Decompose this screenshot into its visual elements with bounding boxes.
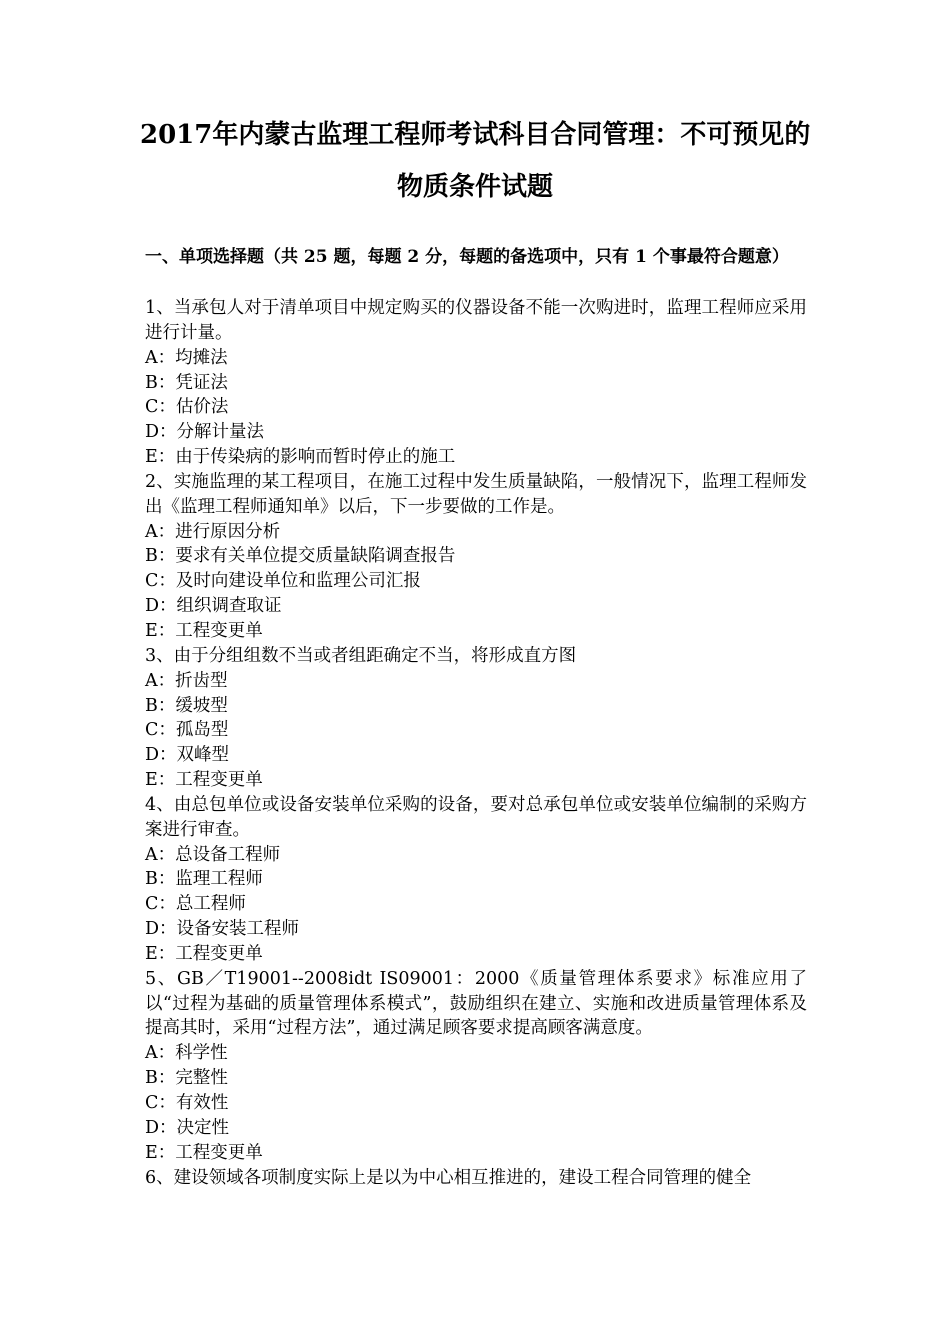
option-a: A：总设备工程师 [145, 844, 281, 865]
option-d: D：分解计量法 [145, 422, 265, 443]
option-a: A：均摊法 [145, 347, 228, 368]
option-b: B：凭证法 [145, 372, 228, 393]
option-b: B：完整性 [145, 1068, 228, 1089]
option-c: C：孤岛型 [145, 720, 229, 741]
option-b: B：监理工程师 [145, 869, 263, 890]
question-5 [145, 967, 807, 1166]
option-c: C：及时向建设单位和监理公司汇报 [145, 571, 421, 592]
option-e: E：工程变更单 [145, 943, 263, 964]
question-4 [145, 793, 807, 967]
option-d: D：设备安装工程师 [145, 919, 300, 940]
option-e: E：工程变更单 [145, 620, 263, 641]
option-d: D：决定性 [145, 1117, 230, 1138]
question-stem: 3、由于分组组数不当或者组距确定不当，将形成直方图 [145, 645, 577, 666]
question-list [145, 296, 807, 1190]
option-e: E：工程变更单 [145, 770, 263, 791]
document-title-line-2: 物质条件试题 [396, 172, 553, 202]
option-e: E：工程变更单 [145, 1142, 263, 1163]
question-stem: 2、实施监理的某工程项目，在施工过程中发生质量缺陷，一般情况下，监理工程师发出《监理工程师通知单》以后，下一步要做的工作是。 [145, 471, 807, 517]
option-c: C：总工程师 [145, 894, 246, 915]
question-2 [145, 470, 807, 644]
question-6 [145, 1166, 807, 1191]
option-b: B：缓坡型 [145, 695, 228, 716]
question-stem: 1、当承包人对于清单项目中规定购买的仪器设备不能一次购进时，监理工程师应采用进行计量。 [145, 298, 807, 343]
question-stem: 6、建设领域各项制度实际上是以为中心相互推进的，建设工程合同管理的健全 [145, 1167, 752, 1188]
option-c: C：估价法 [145, 397, 229, 418]
question-3 [145, 644, 807, 793]
option-a: A：科学性 [145, 1043, 228, 1064]
question-1 [145, 296, 807, 470]
option-a: A：折齿型 [145, 670, 228, 691]
option-d: D：组织调查取证 [145, 596, 282, 617]
section-heading: 一、单项选择题（共 25 题，每题 2 分，每题的备选项中，只有 1 个事最符合题意） [145, 247, 789, 267]
option-a: A：进行原因分析 [145, 521, 281, 542]
option-c: C：有效性 [145, 1093, 229, 1113]
option-d: D：双峰型 [145, 745, 230, 766]
question-stem: 4、由总包单位或设备安装单位采购的设备，要对总承包单位或安装单位编制的采购方案进行审查。 [145, 794, 807, 840]
option-e: E：由于传染病的影响而暂时停止的施工 [145, 447, 456, 468]
option-b: B：要求有关单位提交质量缺陷调查报告 [145, 546, 456, 567]
question-stem: 5、GB／T19001--2008idt IS09001：2000《质量管理体系要求》标准应用了以“过程为基础的质量管理体系模式”，鼓励组织在建立、实施和改进质量管理体系及提高其时，采用“过程方法”，通过满足顾客要求提高顾客满意度。 [145, 968, 807, 1039]
document-title-line-1: 2017年内蒙古监理工程师考试科目合同管理：不可预见的 [140, 120, 811, 150]
